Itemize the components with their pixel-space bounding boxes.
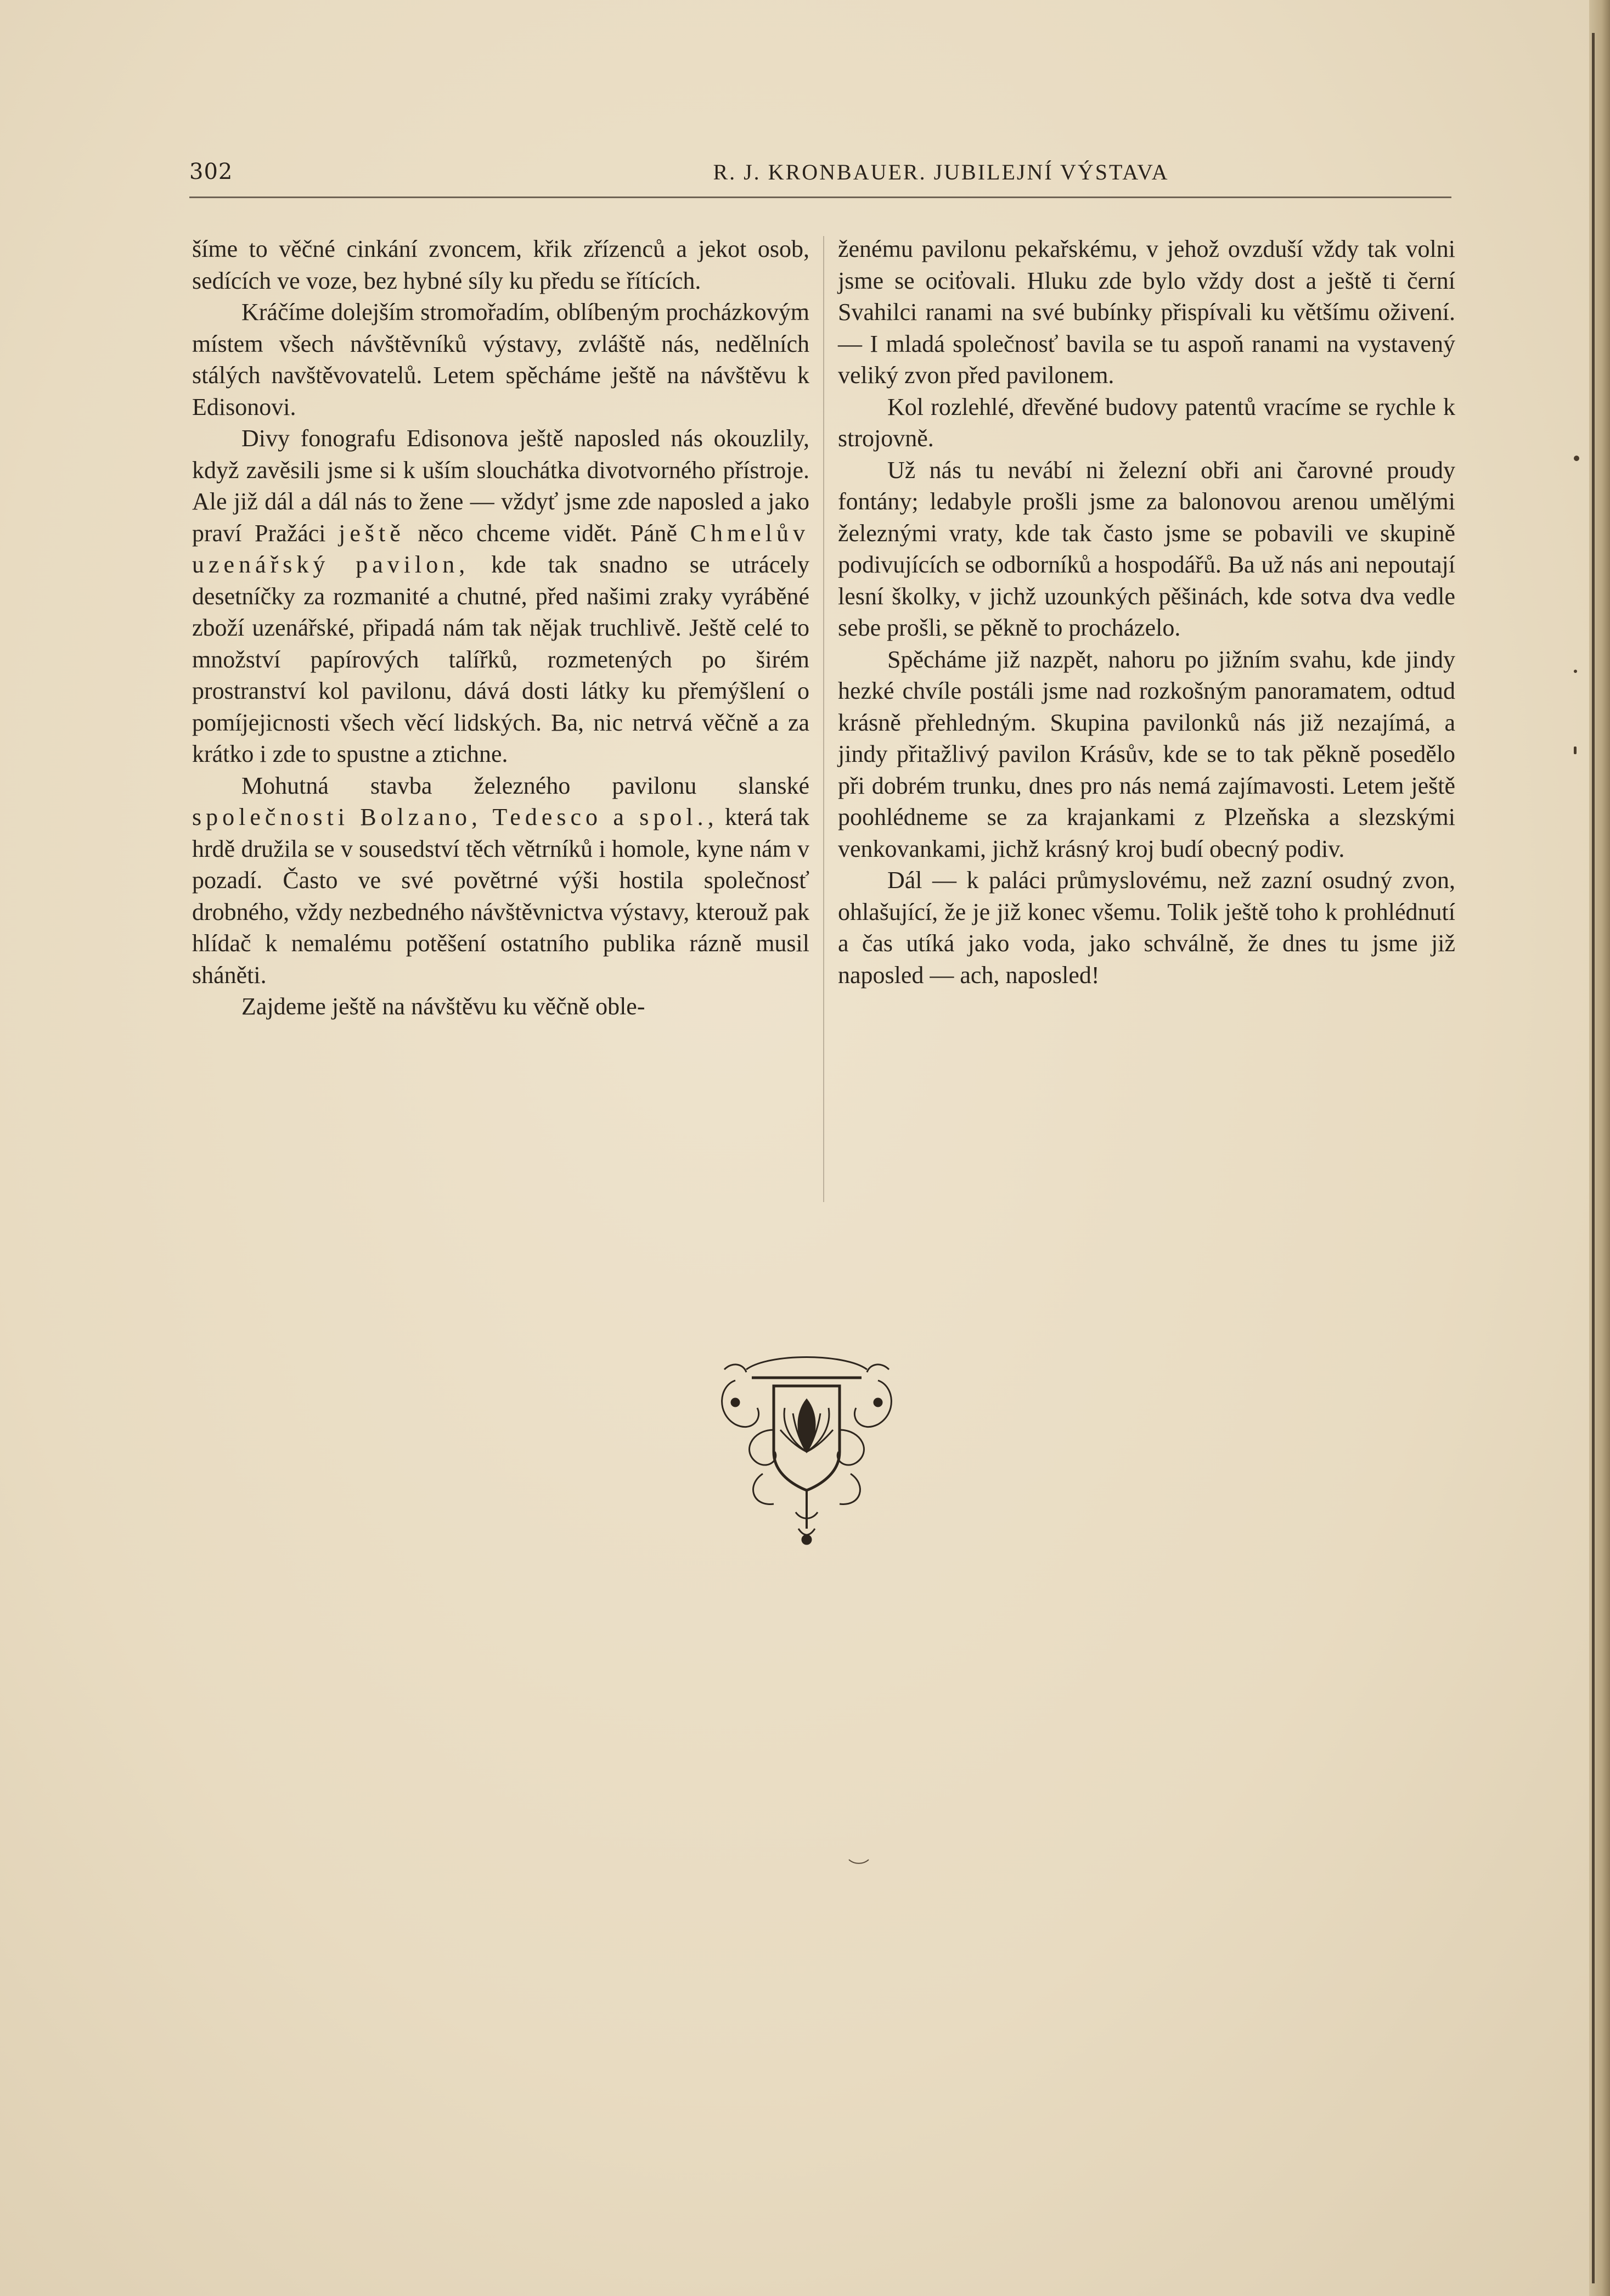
text-run: která tak hrdě družila se v sousedství těch větrníků i homole, kyne nám v pozadí. Často ve své povětrné výši hostila společnosť drobného, vždy nezbedného návštěvnictva výstavy, kterouž pak hlídač k nemalému potěšení ostatního publika rázně musil sháněti. (192, 804, 809, 989)
margin-mark (1574, 746, 1577, 754)
paragraph: šíme to věčné cinkání zvoncem, křik zřízenců a jekot osob, sedících ve voze, bez hybné síly ku předu se řítících. (192, 235, 809, 294)
paragraph: Kol rozlehlé, dřevěné budovy patentů vracíme se rychle k strojovně. (838, 393, 1455, 452)
text-run: něco chceme vidět. Páně (404, 519, 690, 547)
spaced-text: společnosti Bolzano, Tedesco a spol., (192, 804, 718, 830)
floral-vignette-icon (713, 1348, 900, 1551)
text-run: Mohutná stavba železného pavilonu slanské (241, 772, 809, 799)
margin-mark (1574, 670, 1577, 673)
page-header (189, 159, 1451, 192)
paragraph: Už nás tu nevábí ni železní obři ani čarovné proudy fontány; ledabyle prošli jsme za balonovou arenou umělými železnými vraty, kde tak často jsme se pobavili ve skupině podivujících se odborníků a hospodářů. Ba už nás ani nepoutají lesní školky, v jichž uzounkých pěšinách, kde sotva dva vedle sebe prošli, se pěkně to procházelo. (838, 456, 1455, 641)
paragraph (192, 770, 809, 991)
paragraph: Spěcháme již nazpět, nahoru po jižním svahu, kde jindy hezké chvíle postáli jsme nad rozkošným panoramatem, odtud krásně přehledným. Skupina pavilonků nás již nezajímá, a jindy přitažlivý pavilon Krásův, kde se to tak pěkně posedělo při dobrém trunku, dnes pro nás nemá zajímavosti. Letem ještě poohlédneme se za krajankami z Plzeňska a slezskými venkovankami, jichž krásný kroj budí obecný podiv. (838, 645, 1455, 862)
column-divider (823, 236, 824, 1202)
text-run: Divy fonografu Edisonova ještě naposled nás okouzlily, když zavěsili jsme si k uším slouchátka divotvorného přístroje. Ale již dál a dál nás to žene — vždyť jsme zde naposled a jako praví Pražáci (192, 425, 809, 547)
margin-mark (1574, 456, 1579, 461)
spaced-text: ještě (339, 519, 405, 547)
text-run: kde tak snadno se utrácely desetníčky za rozmanité a chutné, před našimi zraky vyráběné zboží uzenářské, připadá nám tak nějak truchlivě. Ještě celé to množství papírových talířků, rozmetených po širém prostranství kol pavilonu, dává dosti látky ku přemýšlení o pomíjejicnosti všech věcí lidských. Ba, nic netrvá věčně a za krátko i zde to spustne a ztichne. (192, 551, 810, 767)
header-rule (189, 197, 1451, 198)
left-column (192, 233, 809, 1023)
paragraph (192, 423, 809, 770)
running-head: R. J. KRONBAUER. JUBILEJNÍ VÝSTAVA (713, 160, 1169, 184)
paragraph: Zajdeme ještě na návštěvu ku věčně oble- (241, 993, 645, 1020)
ink-speck (848, 1858, 870, 1865)
spaced-text: Chmelův uzenářský pavilon, (192, 519, 809, 578)
paragraph: Dál — k paláci průmyslovému, než zazní osudný zvon, ohlašující, že je již konec všemu. Tolik ještě toho k prohlédnutí a čas utíká jako voda, jako schválně, že dnes tu jsme již naposled — ach, naposled! (838, 867, 1455, 989)
page-number: 302 (189, 159, 233, 184)
right-column (838, 233, 1455, 991)
page-edge-line (1592, 33, 1595, 2283)
paragraph: Kráčíme dolejším stromořadím, oblíbeným procházkovým místem všech návštěvníků výstavy, zvláště nás, nedělních stálých navštěvovatelů. Letem spěcháme ještě na návštěvu k Edisonovi. (192, 299, 809, 420)
paragraph: ženému pavilonu pekařskému, v jehož ovzduší vždy tak volni jsme se ocit̓ovali. Hluku zde bylo vždy dost a ještě ti černí Svahilci ranami na své bubínky přispívali ku většímu oživení. — I mladá společnosť bavila se tu aspoň ranami na vystavený veliký zvon před pavilonem. (838, 235, 1455, 389)
